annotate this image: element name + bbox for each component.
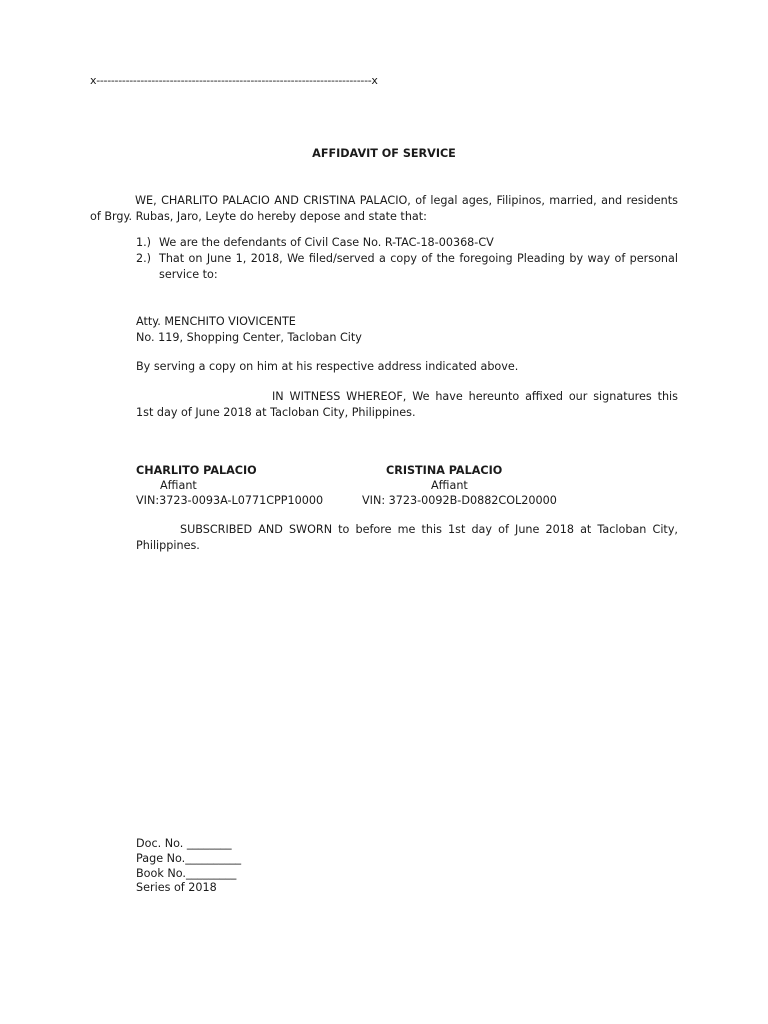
doc-number: Doc. No. ________ [136,837,232,850]
affiant-name: CRISTINA PALACIO [386,464,503,477]
header-separator: x---------------------------------------------------------------------------x [90,74,378,87]
list-item-number: 1.) [136,236,152,249]
list-item [136,251,678,283]
intro-text: WE, CHARLITO PALACIO AND CRISTINA PALACIO, of legal ages, Filipinos, married, and residents of Brgy. Rubas, Jaro, Leyte do hereby depose and state that: [90,194,678,223]
list-item [136,235,678,251]
serving-note: By serving a copy on him at his respective address indicated above. [136,360,519,373]
document-title: AFFIDAVIT OF SERVICE [312,147,456,160]
affiant-role: Affiant [160,479,197,492]
list-item-text: That on June 1, 2018, We filed/served a copy of the foregoing Pleading by way of personal service to: [159,252,678,281]
jurat-paragraph [136,522,678,554]
affiant-vin: VIN: 3723-0092B-D0882COL20000 [362,494,557,507]
book-number: Book No._________ [136,867,237,880]
affiant-name: CHARLITO PALACIO [136,464,257,477]
affiant-role: Affiant [431,479,468,492]
recipient-address: No. 119, Shopping Center, Tacloban City [136,331,362,344]
recipient-name: Atty. MENCHITO VIOVICENTE [136,315,296,328]
list-item-text: We are the defendants of Civil Case No. R-TAC-18-00368-CV [159,236,494,249]
intro-paragraph [90,193,678,225]
affiant-vin: VIN:3723-0093A-L0771CPP10000 [136,494,324,507]
page-number: Page No.__________ [136,852,242,865]
witness-paragraph [136,389,678,421]
list-item-number: 2.) [136,252,152,265]
series-year: Series of 2018 [136,881,217,894]
jurat-text: SUBSCRIBED AND SWORN to before me this 1st day of June 2018 at Tacloban City, Philippines. [136,523,678,552]
witness-text: IN WITNESS WHEREOF, We have hereunto affixed our signatures this 1st day of June 2018 at Tacloban City, Philippines. [136,390,678,419]
